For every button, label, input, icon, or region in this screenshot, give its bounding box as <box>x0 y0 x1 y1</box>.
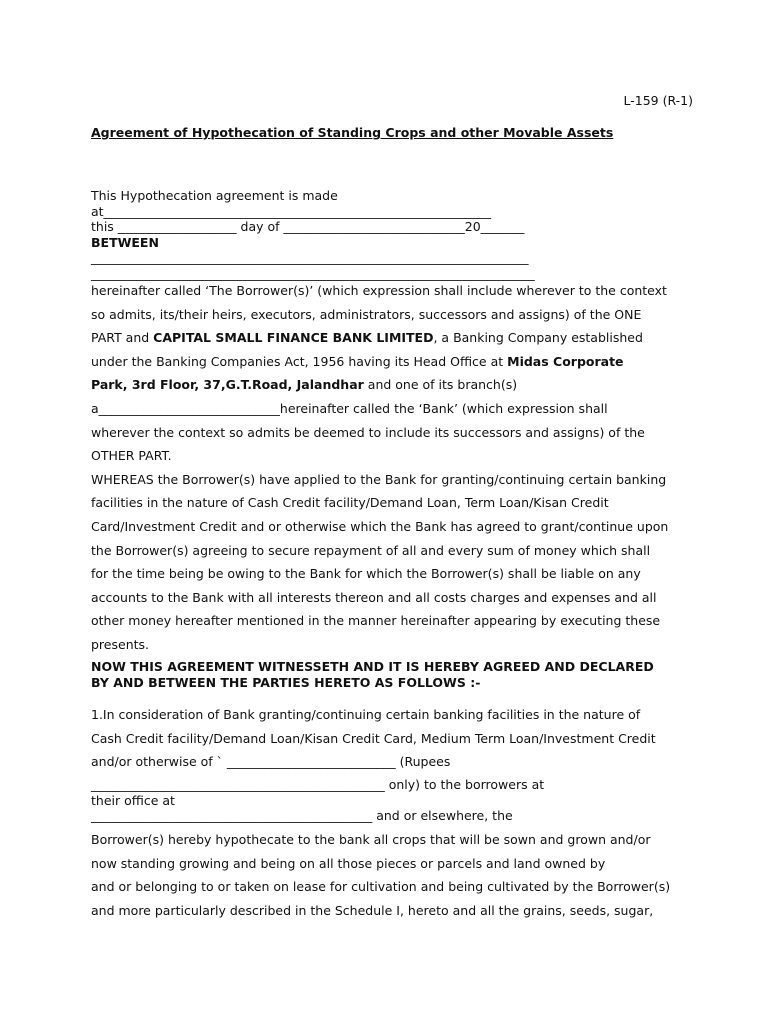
clause-1-part-a <box>91 703 691 774</box>
text-run: and one of its branch(s) <box>363 377 518 393</box>
text-line: hereinafter called ‘The Borrower(s)’ (which expression shall include wherever to the context <box>91 283 667 298</box>
intro-line: this ___________________ day of _____________________________20_______ <box>91 219 525 234</box>
blank-line: _______________________________________________________________________ <box>91 265 535 281</box>
text-line: the Borrower(s) agreeing to secure repayment of all and every sum of money which shall <box>91 542 651 558</box>
text-line: and more particularly described in the Schedule I, hereto and all the grains, seeds, sugar, <box>91 902 654 918</box>
intro-line: This Hypothecation agreement is made <box>91 188 338 203</box>
text-line: now standing growing and being on all those pieces or parcels and land owned by <box>91 855 606 871</box>
text-line: Cash Credit facility/Demand Loan/Kisan Credit Card, Medium Term Loan/Investment Credit <box>91 730 656 746</box>
text-line: Card/Investment Credit and or otherwise which the Bank has agreed to grant/continue upon <box>91 518 669 534</box>
text-line: so admits, its/their heirs, executors, administrators, successors and assigns) of the ONE <box>91 306 642 322</box>
text-line: Borrower(s) hereby hypothecate to the bank all crops that will be sown and grown and/or <box>91 832 651 847</box>
text-line: and/or otherwise of ` ___________________________ (Rupees <box>91 754 451 770</box>
heading-line: BY AND BETWEEN THE PARTIES HERETO AS FOLLOWS :- <box>91 674 481 690</box>
bank-name: CAPITAL SMALL FINANCE BANK LIMITED <box>153 330 434 346</box>
intro-block <box>91 188 691 281</box>
text-line: accounts to the Bank with all interests thereon and all costs charges and expenses and all <box>91 589 657 605</box>
text-line <box>91 326 691 350</box>
clause-1-part-c <box>91 828 691 922</box>
text-line: a_____________________________hereinafter called the ‘Bank’ (which expression shall <box>91 400 608 416</box>
head-office-address: Midas Corporate <box>507 353 624 369</box>
text-line: _____________________________________________ and or elsewhere, the <box>91 808 513 823</box>
text-line: OTHER PART. <box>91 448 172 464</box>
text-line: their office at <box>91 792 175 808</box>
text-line: 1.In consideration of Bank granting/continuing certain banking facilities in the nature of <box>91 707 641 722</box>
head-office-address: Park, 3rd Floor, 37,G.T.Road, Jalandhar <box>91 377 364 393</box>
clause-1-part-b <box>91 777 691 824</box>
text-run: , a Banking Company established <box>433 330 643 346</box>
form-reference: L-159 (R-1) <box>623 93 693 108</box>
text-line <box>91 350 691 374</box>
text-line: and or belonging to or taken on lease for cultivation and being cultivated by the Borrower(s) <box>91 879 671 895</box>
document-title: Agreement of Hypothecation of Standing Crops and other Movable Assets <box>91 125 614 140</box>
text-run: PART and <box>91 330 154 346</box>
text-line: wherever the context so admits be deemed to include its successors and assigns) of the <box>91 424 645 440</box>
agreement-heading <box>91 659 691 690</box>
text-line: facilities in the nature of Cash Credit facility/Demand Loan, Term Loan/Kisan Credit <box>91 495 609 511</box>
text-line: other money hereafter mentioned in the manner hereinafter appearing by executing these <box>91 613 661 629</box>
text-line: presents. <box>91 636 150 652</box>
intro-line: at______________________________________________________________ <box>91 203 492 219</box>
text-line <box>91 373 691 397</box>
text-line: _______________________________________________ only) to the borrowers at <box>91 777 545 792</box>
text-line: for the time being be owing to the Bank for which the Borrower(s) shall be liable on any <box>91 566 641 582</box>
parties-paragraph <box>91 279 691 657</box>
text-line: WHEREAS the Borrower(s) have applied to the Bank for granting/continuing certain banking <box>91 471 667 487</box>
text-run: under the Banking Companies Act, 1956 having its Head Office at <box>91 353 508 369</box>
blank-line: ______________________________________________________________________ <box>91 250 529 265</box>
between-label: BETWEEN <box>91 234 159 250</box>
heading-line: NOW THIS AGREEMENT WITNESSETH AND IT IS HEREBY AGREED AND DECLARED <box>91 659 654 674</box>
